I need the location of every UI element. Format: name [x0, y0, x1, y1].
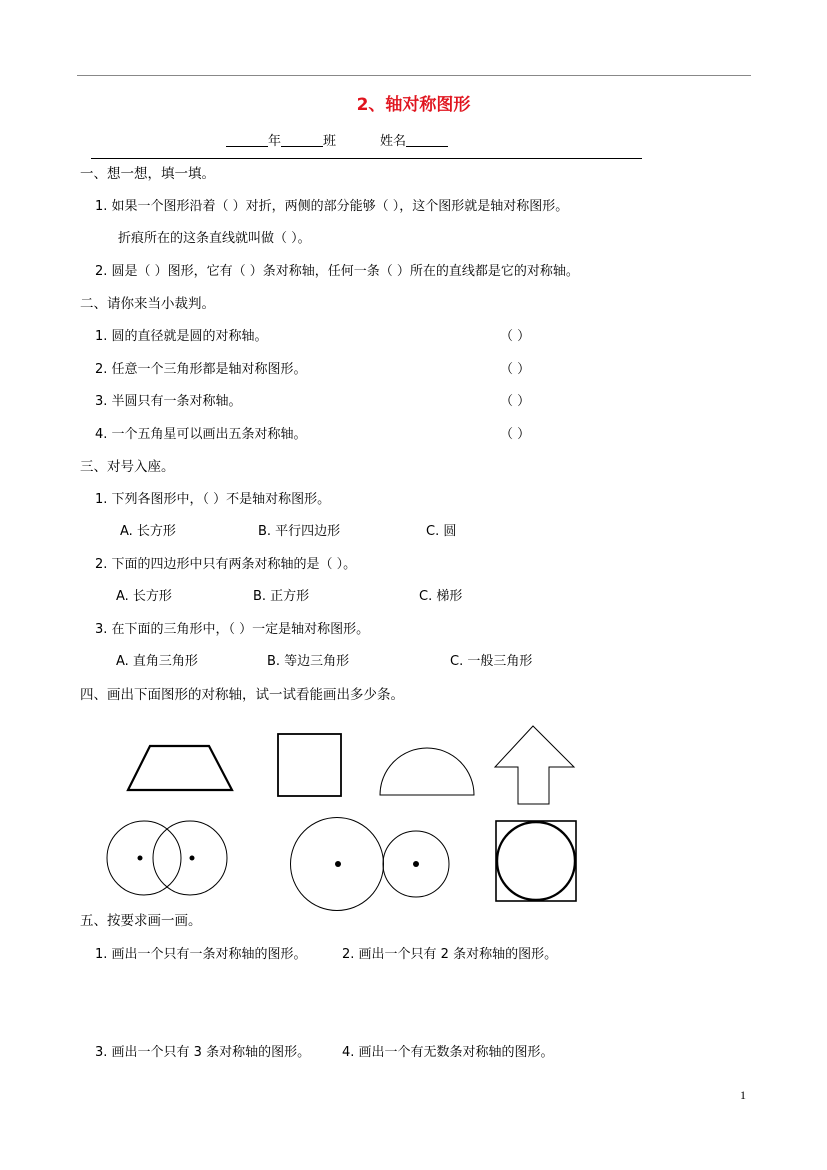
s2-paren-3[interactable]: （ ） [500, 394, 531, 409]
section5-heading: 五、按要求画一画。 [80, 913, 202, 929]
name-label: 姓名 [380, 134, 407, 149]
s3-q3-option-a[interactable]: A. 直角三角形 [116, 654, 198, 669]
s2-item-2: 2. 任意一个三角形都是轴对称图形。 [95, 362, 307, 377]
s3-q3: 3. 在下面的三角形中，（ ）一定是轴对称图形。 [95, 622, 370, 637]
s3-q3-option-c[interactable]: C. 一般三角形 [450, 654, 533, 669]
s5-q2: 2. 画出一个只有 2 条对称轴的图形。 [342, 947, 558, 962]
s3-q2-option-a[interactable]: A. 长方形 [116, 589, 172, 604]
s1-q1-line2: 折痕所在的这条直线就叫做（ ）。 [118, 231, 311, 246]
s3-q3-option-b[interactable]: B. 等边三角形 [267, 654, 350, 669]
s2-item-1: 1. 圆的直径就是圆的对称轴。 [95, 329, 268, 344]
s2-item-3: 3. 半圆只有一条对称轴。 [95, 394, 242, 409]
section3-heading: 三、对号入座。 [80, 459, 175, 475]
s3-q2-option-c[interactable]: C. 梯形 [419, 589, 463, 604]
s3-q2: 2. 下面的四边形中只有两条对称轴的是（ ）。 [95, 557, 357, 572]
circle-in-square-figure[interactable] [496, 821, 576, 901]
section2-heading: 二、请你来当小裁判。 [80, 296, 215, 312]
page-title: 2、轴对称图形 [356, 95, 471, 115]
s2-paren-4[interactable]: （ ） [500, 427, 531, 442]
semicircle-figure[interactable] [380, 748, 474, 795]
s5-q1: 1. 画出一个只有一条对称轴的图形。 [95, 947, 307, 962]
s1-q1-line1: 1. 如果一个图形沿着（ ）对折，两侧的部分能够（ ），这个图形就是轴对称图形。 [95, 199, 569, 214]
square-figure[interactable] [278, 734, 341, 796]
section1-heading: 一、想一想，填一填。 [80, 166, 215, 182]
section4-heading: 四、画出下面图形的对称轴，试一试看能画出多少条。 [80, 687, 404, 703]
s2-paren-2[interactable]: （ ） [500, 362, 531, 377]
grade-label: 年 [268, 134, 282, 149]
s3-q1-option-b[interactable]: B. 平行四边形 [258, 524, 341, 539]
s1-q2: 2. 圆是（ ）图形，它有（ ）条对称轴，任何一条（ ）所在的直线都是它的对称轴。 [95, 264, 579, 279]
page-number: 1 [740, 1088, 746, 1102]
s3-q1: 1. 下列各图形中，（ ）不是轴对称图形。 [95, 492, 331, 507]
arrow-figure[interactable] [495, 726, 574, 804]
s2-item-4: 4. 一个五角星可以画出五条对称轴。 [95, 427, 307, 442]
s3-q1-option-c[interactable]: C. 圆 [426, 524, 457, 539]
center-dots [138, 856, 420, 868]
overlapping-circles-figure[interactable] [107, 821, 227, 895]
s5-q4: 4. 画出一个有无数条对称轴的图形。 [342, 1045, 554, 1060]
class-label: 班 [323, 134, 337, 149]
s5-q3: 3. 画出一个只有 3 条对称轴的图形。 [95, 1045, 311, 1060]
two-circles-figure[interactable] [291, 818, 450, 911]
trapezoid-figure[interactable] [128, 746, 232, 790]
s3-q2-option-b[interactable]: B. 正方形 [253, 589, 310, 604]
s3-q1-option-a[interactable]: A. 长方形 [120, 524, 176, 539]
s2-paren-1[interactable]: （ ） [500, 329, 531, 344]
